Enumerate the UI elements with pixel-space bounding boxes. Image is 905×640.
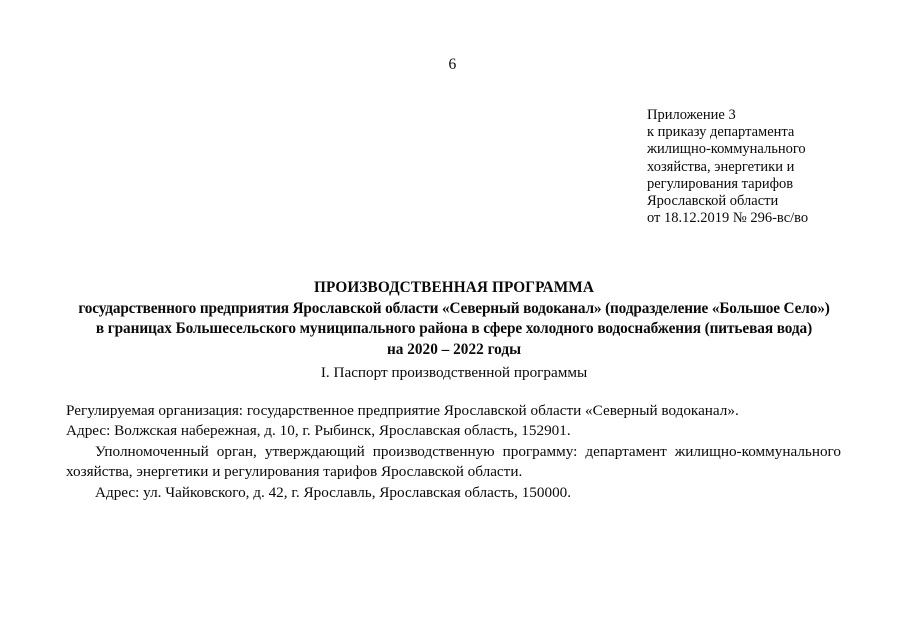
appendix-order-reference: от 18.12.2019 № 296-вс/во xyxy=(647,210,809,227)
document-title-line-2: государственного предприятия Ярославской области «Северный водоканал» (подразделение «Большое Село») xyxy=(78,299,830,317)
paragraph-regulated-organization: Регулируемая организация: государственное предприятие Ярославской области «Северный водоканал». xyxy=(66,402,739,419)
paragraph-organization-address: Адрес: Волжская набережная, д. 10, г. Рыбинск, Ярославская область, 152901. xyxy=(66,422,571,440)
document-body xyxy=(66,401,841,503)
appendix-line-1: Приложение 3 xyxy=(647,107,736,123)
paragraph-authorized-body: Уполномоченный орган, утверждающий производственную программу: департамент жилищно-коммунального хозяйства, энергетики и регулирования тарифов Ярославской области. xyxy=(66,442,841,481)
paragraph-authorized-body-address: Адрес: ул. Чайковского, д. 42, г. Ярославль, Ярославская область, 150000. xyxy=(95,483,572,501)
appendix-line-2: к приказу департамента xyxy=(647,124,795,141)
appendix-line-3: жилищно-коммунального xyxy=(647,141,806,158)
document-title xyxy=(58,278,850,360)
appendix-line-5: регулирования тарифов xyxy=(647,175,794,192)
section-heading-passport: I. Паспорт производственной программы xyxy=(320,364,588,381)
document-title-line-3: в границах Большесельского муниципального района в сфере холодного водоснабжения (питьевая вода) xyxy=(95,320,813,337)
document-title-line-1: ПРОИЗВОДСТВЕННАЯ ПРОГРАММА xyxy=(314,279,594,296)
page-number: 6 xyxy=(448,56,457,73)
appendix-reference-block xyxy=(647,107,897,227)
document-title-line-4: на 2020 – 2022 годы xyxy=(386,340,522,358)
appendix-line-4: хозяйства, энергетики и xyxy=(647,158,795,175)
appendix-line-6: Ярославской области xyxy=(647,193,779,210)
